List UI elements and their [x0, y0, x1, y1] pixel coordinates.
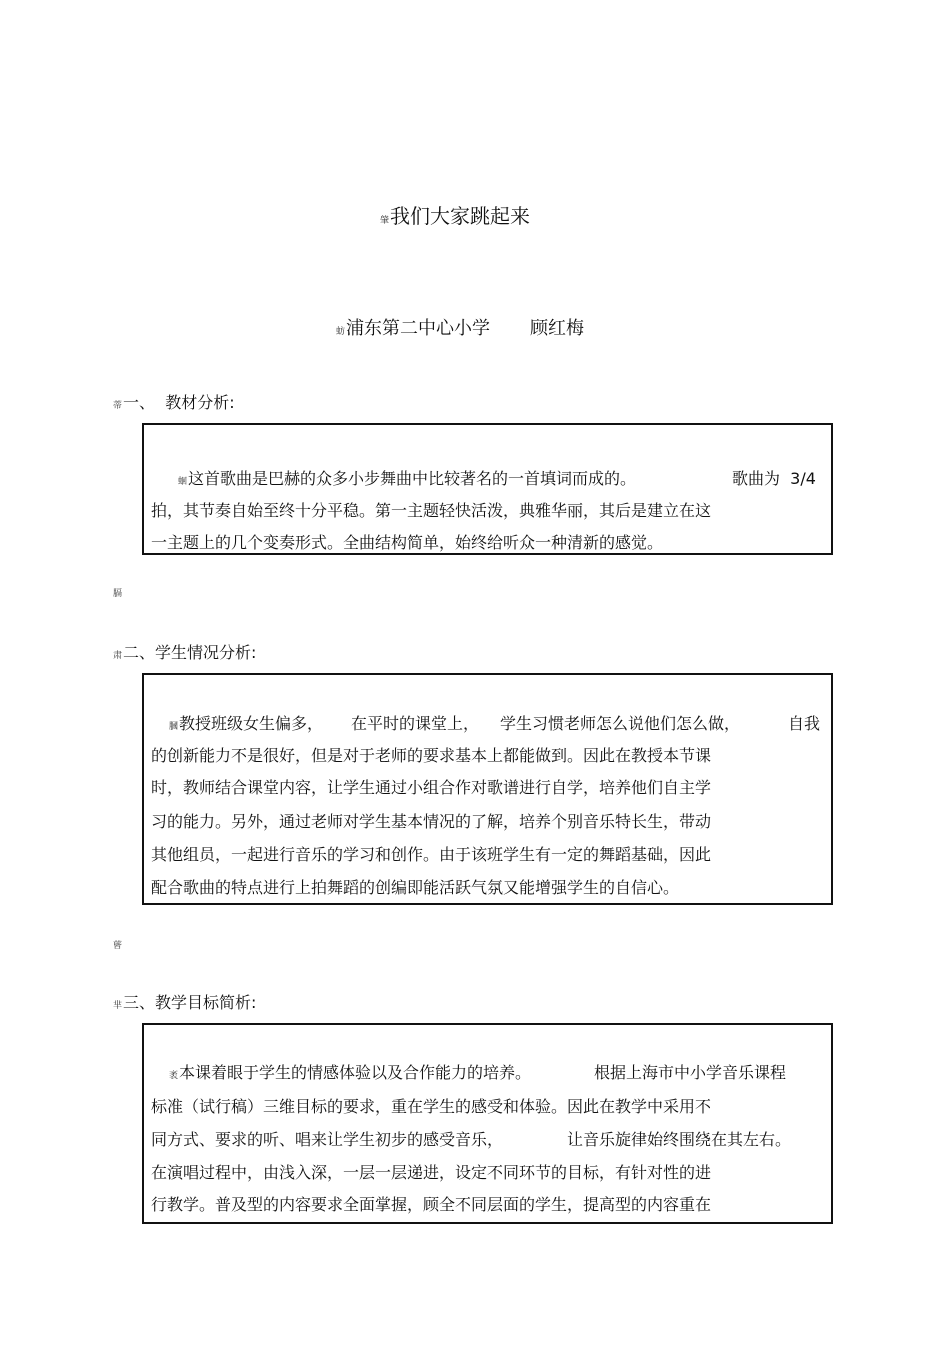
title-mark: 肇: [380, 216, 390, 226]
author-mark: 蚄: [336, 327, 346, 337]
section-2-heading-text: 二、学生情况分析:: [123, 643, 257, 662]
section-2-line-1-seg-3: 学生习惯老师怎么说他们怎么做，: [500, 714, 741, 733]
section-2-line-1-seg-4: 自我: [788, 714, 821, 733]
section-2-line-5: 其他组员，一起进行音乐的学习和创作。由于该班学生有一定的舞蹈基础，因此: [151, 845, 712, 864]
section-2-line-1: [169, 711, 323, 734]
separator-mark-1: 膈: [113, 589, 123, 599]
section-2-line-4: 习的能力。另外，通过老师对学生基本情况的了解，培养个别音乐特长生，带动: [151, 812, 712, 831]
section-2-line-3: 时，教师结合课堂内容，让学生通过小组合作对歌谱进行自学，培养他们自主学: [151, 778, 712, 797]
section-3-line-4: 在演唱过程中，由浅入深，一层一层递进，设定不同环节的目标，有针对性的进: [151, 1163, 712, 1182]
section-3-box: [142, 1023, 833, 1224]
section-2-line-1-seg-2: 在平时的课堂上，: [351, 714, 480, 733]
title-text: 我们大家跳起来: [390, 204, 531, 228]
section-2-line-2: 的创新能力不是很好，但是对于老师的要求基本上都能做到。因此在教授本节课: [151, 746, 712, 765]
author-name: 顾红梅: [530, 318, 585, 339]
section-1-heading: [113, 390, 235, 413]
section-3-line-3-tail: 让音乐旋律始终围绕在其左右。: [567, 1130, 792, 1149]
section-3-line-1-mark: 袤: [169, 1071, 179, 1081]
section-2-mark: 肃: [113, 651, 123, 661]
section-3-heading: [113, 990, 256, 1013]
author-line: [336, 314, 584, 340]
separator-mark-2: 蒈: [113, 941, 123, 951]
section-1-line-3: 一主题上的几个变奏形式。全曲结构简单，始终给听众一种清新的感觉。: [151, 533, 664, 552]
section-3-line-1-tail: 根据上海市中小学音乐课程: [594, 1063, 787, 1082]
section-2-line-6: 配合歌曲的特点进行上拍舞蹈的创编即能活跃气氛又能增强学生的自信心。: [151, 878, 680, 897]
section-2-line-1-mark: 膕: [169, 722, 179, 732]
section-3-line-3: 同方式、要求的听、唱来让学生初步的感受音乐，: [151, 1130, 504, 1149]
section-3-line-2: 标准（试行稿）三维目标的要求，重在学生的感受和体验。因此在教学中采用不: [151, 1097, 712, 1116]
section-2-heading: [113, 640, 256, 663]
section-2-box: [142, 673, 833, 905]
section-1-heading-text: 一、 教材分析:: [123, 393, 235, 412]
section-1-mark: 蒂: [113, 401, 123, 411]
section-1-line-1-mark: 蛔: [178, 477, 188, 487]
section-3-line-1-text: 本课着眼于学生的情感体验以及合作能力的培养。: [179, 1063, 532, 1082]
section-2-line-1-seg-1: 教授班级女生偏多，: [179, 714, 324, 733]
section-3-line-1: [169, 1060, 531, 1083]
section-3-mark: 芈: [113, 1001, 123, 1011]
document-title: [380, 200, 530, 229]
section-1-line-1: [178, 466, 636, 489]
section-1-line-1-tail: 歌曲为 3/4: [732, 469, 816, 488]
section-3-heading-text: 三、教学目标简析:: [123, 993, 257, 1012]
section-1-box: [142, 423, 833, 555]
author-school: 浦东第二中心小学: [346, 318, 491, 339]
section-3-line-5: 行教学。普及型的内容要求全面掌握，顾全不同层面的学生，提高型的内容重在: [151, 1195, 712, 1214]
section-1-line-2: 拍，其节奏自始至终十分平稳。第一主题轻快活泼，典雅华丽，其后是建立在这: [151, 501, 712, 520]
section-1-line-1-text: 这首歌曲是巴赫的众多小步舞曲中比较著名的一首填词而成的。: [188, 469, 637, 488]
